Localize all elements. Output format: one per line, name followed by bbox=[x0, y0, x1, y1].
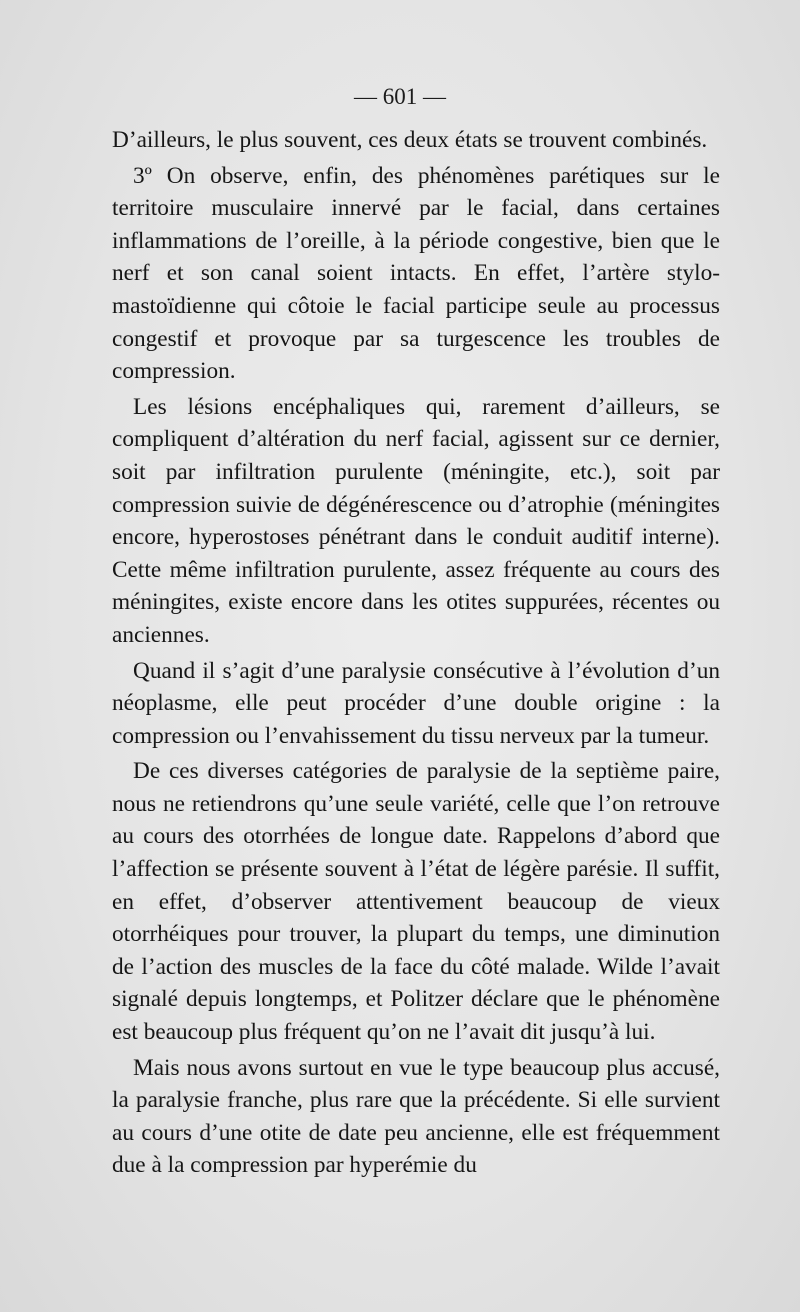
paragraph-2: 3º On observe, enfin, des phénomènes parétiques sur le territoire musculaire innervé par le facial, dans certaines inflammations de l’oreille, à la période congestive, bien que le nerf et son canal soient intacts. En effet, l’artère stylo-mastoïdienne qui côtoie le facial participe seule au processus congestif et provoque par sa turgescence les troubles de compression. bbox=[112, 162, 720, 385]
paragraph-6: Mais nous avons surtout en vue le type beaucoup plus accusé, la paralysie franche, plus rare que la précédente. Si elle survient au cours d’une otite de date peu ancienne, elle est fréquemment due à la compression par hyperémie du bbox=[112, 1054, 720, 1179]
paragraph-4: Quand il s’agit d’une paralysie consécutive à l’évolution d’un néoplasme, elle peut procéder d’une double origine : la compression ou l’envahissement du tissu nerveux par la tumeur. bbox=[112, 657, 720, 749]
paragraph-5: De ces diverses catégories de paralysie de la septième paire, nous ne retiendrons qu’une seule variété, celle que l’on retrouve au cours des otorrhées de longue date. Rappelons d’abord que l’affection se présente souvent à l’état de légère parésie. Il suffit, en effet, d’observer attentivement beaucoup de vieux otorrhéiques pour trouver, la plupart du temps, une diminution de l’action des muscles de la face du côté malade. Wilde l’avait signalé depuis longtemps, et Politzer déclare que le phénomène est beaucoup plus fréquent qu’on ne l’avait dit jusqu’à lui. bbox=[112, 758, 720, 1046]
paragraph-3: Les lésions encéphaliques qui, rarement d’ailleurs, se compliquent d’altération du nerf facial, agissent sur ce dernier, soit par infiltration purulente (méningite, etc.), soit par compression suivie de dégénérescence ou d’atrophie (méningites encore, hyperostoses pénétrant dans le conduit auditif interne). Cette même infiltration purulente, assez fréquente au cours des méningites, existe encore dans les otites suppurées, récentes ou anciennes. bbox=[112, 393, 720, 648]
page-number: — 601 — bbox=[354, 84, 446, 109]
text-body bbox=[112, 124, 720, 1182]
paragraph-1: D’ailleurs, le plus souvent, ces deux états se trouvent combinés. bbox=[112, 127, 708, 153]
